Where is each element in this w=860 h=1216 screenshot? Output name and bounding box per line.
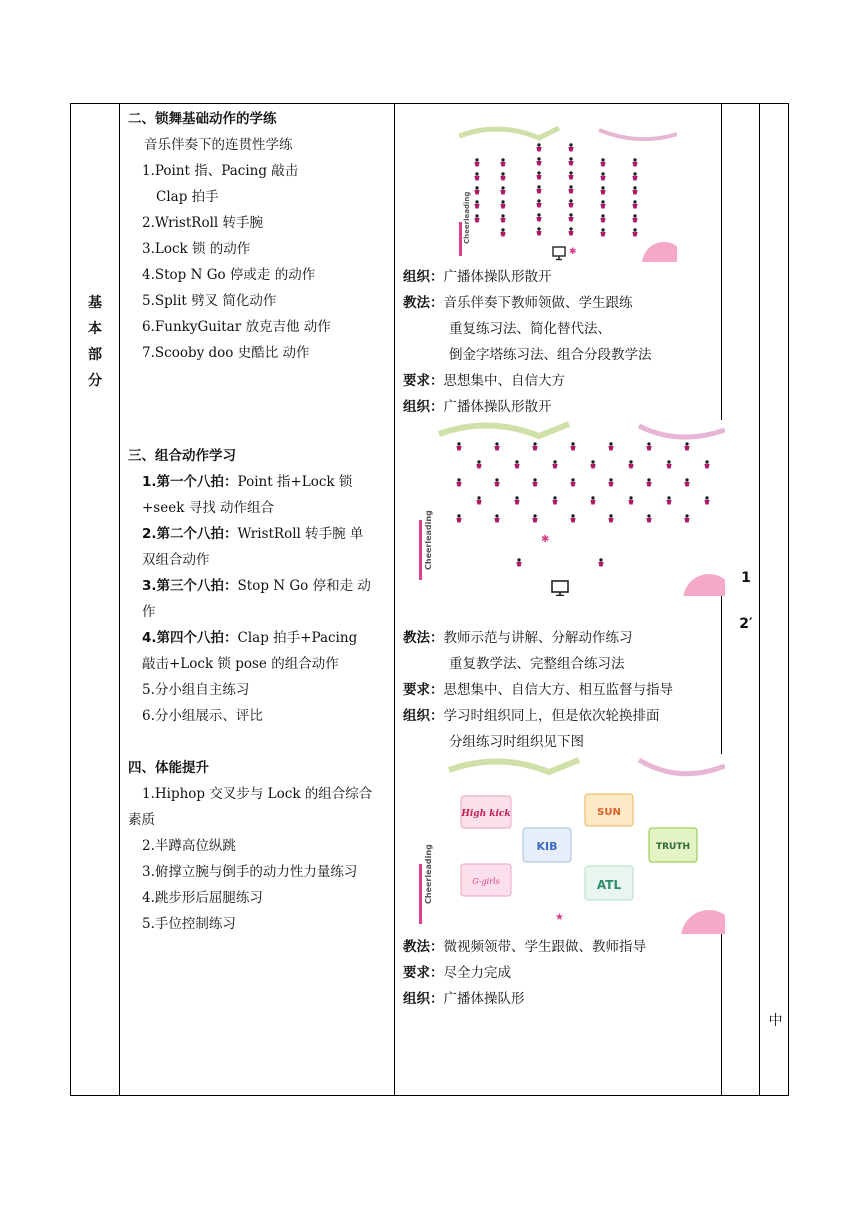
dancer-marker bbox=[474, 186, 479, 194]
dancer-marker bbox=[684, 514, 689, 522]
list-item: 2.WristRoll 转手腕 bbox=[142, 215, 263, 231]
section-char: 分 bbox=[88, 373, 102, 389]
side-text: Cheerleading bbox=[463, 191, 471, 244]
dancer-marker bbox=[568, 171, 573, 179]
time-value: 1 bbox=[741, 570, 751, 586]
dancer-marker bbox=[536, 185, 541, 193]
dancer-marker bbox=[500, 214, 505, 222]
list-item: 7.Scooby doo 史酷比 动作 bbox=[142, 345, 310, 361]
dancer-marker bbox=[608, 478, 613, 486]
section-label bbox=[71, 290, 119, 394]
star-icon: ★ bbox=[555, 912, 564, 923]
dancer-marker bbox=[516, 558, 521, 566]
dancer-marker bbox=[646, 514, 651, 522]
svg-text:SUN: SUN bbox=[597, 807, 621, 818]
dancer-marker bbox=[536, 213, 541, 221]
dancer-marker bbox=[632, 228, 637, 236]
section-char: 基 bbox=[88, 295, 102, 311]
dancer-marker bbox=[590, 496, 595, 504]
dancer-marker bbox=[600, 172, 605, 180]
monitor-icon bbox=[553, 247, 565, 260]
list-item-cont: 双组合动作 bbox=[142, 552, 210, 568]
decoration-ribbon bbox=[639, 426, 725, 437]
dancer-marker bbox=[666, 496, 671, 504]
svg-text:ATL: ATL bbox=[596, 878, 622, 892]
dancer-marker bbox=[474, 158, 479, 166]
dancer-marker bbox=[500, 172, 505, 180]
method-line: 要求：尽全力完成 bbox=[403, 965, 511, 981]
column-divider bbox=[394, 104, 395, 1095]
list-item: 2.半蹲高位纵跳 bbox=[142, 838, 236, 854]
section-char: 本 bbox=[88, 321, 102, 337]
dancer-marker bbox=[456, 514, 461, 522]
list-item: 4.跳步形后屈腿练习 bbox=[142, 890, 263, 906]
decoration-ribbon bbox=[599, 130, 677, 139]
dancer-marker bbox=[632, 200, 637, 208]
method-line: 要求：思想集中、自信大方 bbox=[403, 373, 565, 389]
dancer-marker bbox=[532, 478, 537, 486]
dancer-marker bbox=[552, 496, 557, 504]
svg-text:High kick: High kick bbox=[461, 809, 511, 819]
decoration-circle bbox=[681, 910, 725, 934]
method-line: 组织：广播体操队形散开 bbox=[403, 399, 552, 415]
method-line: 教法：教师示范与讲解、分解动作练习 bbox=[403, 630, 633, 646]
decoration-circle bbox=[683, 574, 725, 596]
star-icon: ✱ bbox=[569, 247, 577, 257]
decoration-bar bbox=[419, 864, 422, 924]
part2-title: 二、锁舞基础动作的学练 bbox=[128, 111, 277, 127]
method-line: 组织：广播体操队形 bbox=[403, 991, 525, 1007]
svg-text:G-girls: G-girls bbox=[472, 877, 500, 886]
list-item: 2.第二个八拍：WristRoll 转手腕 单 bbox=[142, 526, 364, 542]
dancer-marker bbox=[684, 478, 689, 486]
dancer-marker bbox=[600, 200, 605, 208]
group-badge-kib bbox=[523, 828, 571, 862]
list-item: 3.俯撑立腕与倒手的动力性力量练习 bbox=[142, 864, 358, 880]
star-icon: ✱ bbox=[541, 534, 550, 545]
dancer-marker bbox=[646, 478, 651, 486]
list-item: 3.Lock 锁 的动作 bbox=[142, 241, 251, 257]
method-line: 组织：学习时组织同上，但是依次轮换排面 bbox=[403, 708, 660, 724]
dancer-marker bbox=[568, 199, 573, 207]
monitor-icon bbox=[552, 581, 568, 596]
group-figure bbox=[419, 754, 725, 934]
dancer-marker bbox=[500, 228, 505, 236]
group-badge-high-kick bbox=[460, 796, 511, 828]
group-badge-atl bbox=[585, 866, 633, 900]
list-item: 5.Split 劈叉 简化动作 bbox=[142, 293, 277, 309]
dancer-marker bbox=[514, 460, 519, 468]
dancer-marker bbox=[600, 186, 605, 194]
formation-figure-1 bbox=[459, 126, 677, 262]
list-item: 1.Point 指、Pacing 敲击 bbox=[142, 163, 299, 179]
dancer-marker bbox=[632, 158, 637, 166]
method-line: 要求：思想集中、自信大方、相互监督与指导 bbox=[403, 682, 673, 698]
list-item: Clap 拍手 bbox=[156, 189, 219, 205]
dancer-marker bbox=[598, 558, 603, 566]
list-item: 4.Stop N Go 停或走 的动作 bbox=[142, 267, 316, 283]
part2-subtitle: 音乐伴奏下的连贯性学练 bbox=[144, 137, 293, 153]
method-line: 分组练习时组织见下图 bbox=[449, 734, 584, 750]
dancer-marker bbox=[568, 213, 573, 221]
dancer-marker bbox=[628, 496, 633, 504]
dancer-marker bbox=[704, 460, 709, 468]
part4-title: 四、体能提升 bbox=[128, 760, 209, 776]
dancer-marker bbox=[666, 460, 671, 468]
dancer-marker bbox=[704, 496, 709, 504]
dancer-marker bbox=[474, 200, 479, 208]
dancer-marker bbox=[608, 442, 613, 450]
dancer-marker bbox=[500, 186, 505, 194]
method-line: 倒金字塔练习法、组合分段教学法 bbox=[449, 347, 652, 363]
list-item-cont: 敲击+Lock 锁 pose 的组合动作 bbox=[142, 656, 339, 672]
dancer-marker bbox=[494, 442, 499, 450]
dancer-marker bbox=[568, 227, 573, 235]
dancer-marker bbox=[570, 514, 575, 522]
dancer-marker bbox=[494, 478, 499, 486]
dancer-marker bbox=[536, 199, 541, 207]
list-item-cont: 素质 bbox=[128, 812, 155, 828]
dancer-marker bbox=[456, 478, 461, 486]
dancer-marker bbox=[536, 157, 541, 165]
dancer-marker bbox=[474, 214, 479, 222]
method-line: 教法：音乐伴奏下教师领做、学生跟练 bbox=[403, 295, 633, 311]
dancer-marker bbox=[590, 460, 595, 468]
dancer-marker bbox=[474, 172, 479, 180]
group-badge-truth bbox=[649, 828, 697, 862]
dancer-marker bbox=[476, 496, 481, 504]
list-item-cont: +seek 寻找 动作组合 bbox=[142, 500, 274, 516]
dancer-marker bbox=[500, 200, 505, 208]
method-line: 重复教学法、完整组合练习法 bbox=[449, 656, 625, 672]
list-item: 1.Hiphop 交叉步与 Lock 的组合综合 bbox=[142, 786, 373, 802]
side-text: Cheerleading bbox=[424, 510, 433, 570]
section-char: 部 bbox=[88, 347, 102, 363]
intensity-value: 中 bbox=[768, 1013, 783, 1029]
dancer-marker bbox=[532, 442, 537, 450]
dancer-marker bbox=[600, 158, 605, 166]
dancer-marker bbox=[536, 143, 541, 151]
dancer-marker bbox=[632, 172, 637, 180]
dancer-marker bbox=[570, 478, 575, 486]
list-item-cont: 作 bbox=[142, 604, 156, 620]
list-item: 6.分小组展示、评比 bbox=[142, 708, 263, 724]
decoration-ribbon bbox=[439, 424, 569, 436]
dancer-marker bbox=[494, 514, 499, 522]
decoration-ribbon bbox=[459, 128, 559, 138]
dancer-marker bbox=[570, 442, 575, 450]
dancer-marker bbox=[628, 460, 633, 468]
column-divider bbox=[119, 104, 120, 1095]
dancer-marker bbox=[500, 158, 505, 166]
dancer-marker bbox=[568, 157, 573, 165]
dancer-marker bbox=[536, 227, 541, 235]
dancer-marker bbox=[552, 460, 557, 468]
column-divider bbox=[721, 104, 722, 1095]
part3-title: 三、组合动作学习 bbox=[128, 448, 236, 464]
decoration-ribbon bbox=[449, 760, 579, 772]
decoration-bar bbox=[419, 520, 422, 580]
list-item: 5.分小组自主练习 bbox=[142, 682, 250, 698]
method-line: 重复练习法、简化替代法、 bbox=[449, 321, 611, 337]
dancer-marker bbox=[514, 496, 519, 504]
dancer-marker bbox=[632, 214, 637, 222]
formation-figure-2 bbox=[419, 420, 725, 596]
dancer-marker bbox=[600, 228, 605, 236]
group-badge-g-girls bbox=[461, 864, 511, 896]
list-item: 3.第三个八拍：Stop N Go 停和走 动 bbox=[142, 578, 371, 594]
formation-diagram bbox=[459, 126, 677, 262]
group-diagram bbox=[419, 754, 725, 934]
dancer-marker bbox=[568, 185, 573, 193]
column-divider bbox=[759, 104, 760, 1095]
dancer-marker bbox=[684, 442, 689, 450]
method-line: 组织：广播体操队形散开 bbox=[403, 269, 552, 285]
time-value: 2′ bbox=[739, 616, 753, 632]
list-item: 5.手位控制练习 bbox=[142, 916, 236, 932]
dancer-marker bbox=[608, 514, 613, 522]
method-line: 教法：微视频领带、学生跟做、教师指导 bbox=[403, 939, 646, 955]
group-badge-sun bbox=[585, 794, 633, 826]
decoration-circle bbox=[642, 242, 677, 262]
decoration-bar bbox=[459, 222, 462, 256]
formation-diagram bbox=[419, 420, 725, 596]
dancer-marker bbox=[536, 171, 541, 179]
list-item: 4.第四个八拍：Clap 拍手+Pacing bbox=[142, 630, 358, 646]
dancer-marker bbox=[476, 460, 481, 468]
dancer-marker bbox=[456, 442, 461, 450]
decoration-ribbon bbox=[639, 760, 725, 774]
list-item: 1.第一个八拍：Point 指+Lock 锁 bbox=[142, 474, 353, 490]
dancer-marker bbox=[568, 143, 573, 151]
svg-text:TRUTH: TRUTH bbox=[655, 842, 691, 852]
dancer-marker bbox=[646, 442, 651, 450]
list-item: 6.FunkyGuitar 放克吉他 动作 bbox=[142, 319, 331, 335]
dancer-marker bbox=[532, 514, 537, 522]
side-text: Cheerleading bbox=[424, 844, 433, 904]
dancer-marker bbox=[600, 214, 605, 222]
lesson-plan-table bbox=[70, 103, 789, 1096]
dancer-marker bbox=[632, 186, 637, 194]
svg-text:KIB: KIB bbox=[536, 840, 558, 853]
